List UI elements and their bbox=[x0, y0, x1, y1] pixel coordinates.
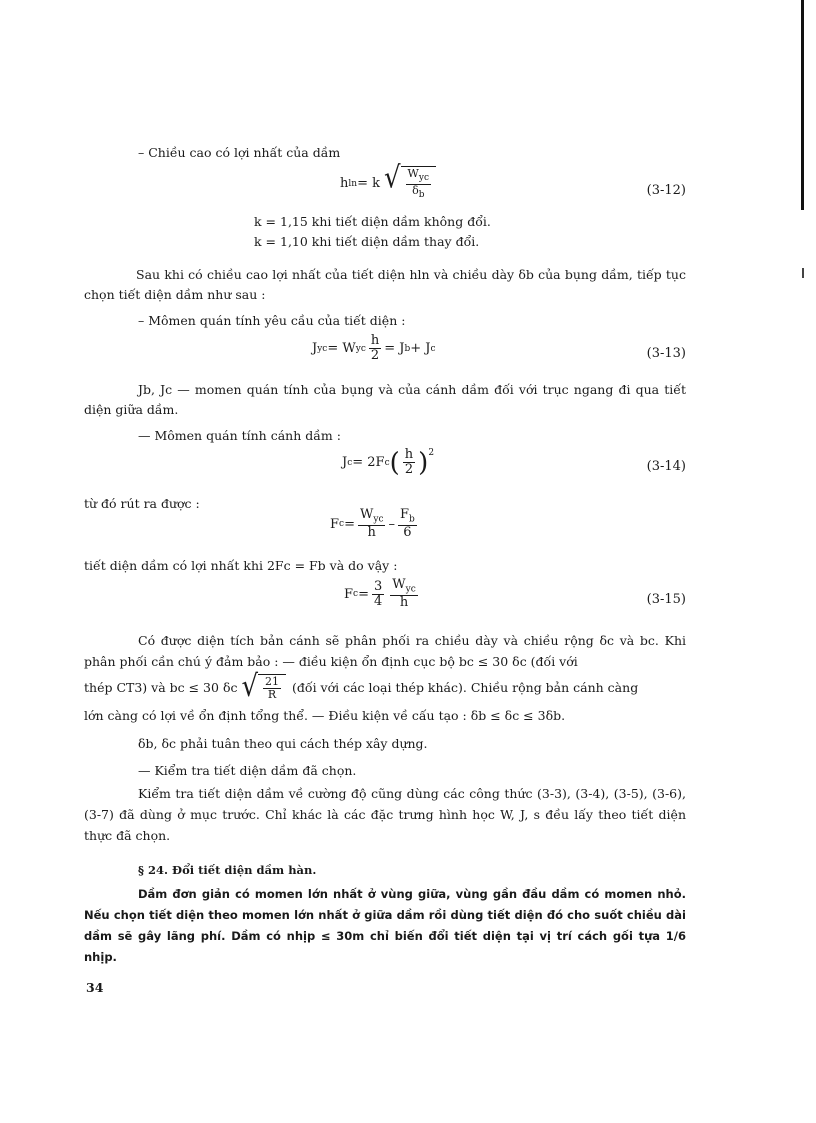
equation-3-15: F c = $\frac{3}{4}$ $\frac{W_{yc}}{h}$ bbox=[344, 577, 416, 611]
scan-edge-mark bbox=[802, 268, 804, 278]
page-number: 34 bbox=[86, 980, 104, 995]
para-section: Dầm đơn giản có momen lớn nhất ở vùng giữa, vùng gần đầu dầm có momen nhỏ. Nếu chọn tiết diện theo momen lớn nhất ở giữa dầm rồi dùng tiết diện đó cho suốt chiều dài dầm sẽ gây lãng phí. Dầm có nhịp ≤ 30m chỉ biến đổi tiết diện tại vị trí cách gối tựa 1/6 nhịp. bbox=[84, 887, 686, 964]
bullet-check: — Kiểm tra tiết diện dầm đã chọn. bbox=[138, 763, 357, 778]
para-jb-jc: Jb, Jc — momen quán tính của bụng và của cánh dầm đối với trục ngang đi qua tiết diện giữa dầm. bbox=[84, 382, 686, 417]
para-distribute-2: thép CT3) và bc ≤ 30 δc √ $\frac{21}{R}$ (đối với các loại thép khác). Chiều rộng bản cánh càng bbox=[84, 669, 639, 705]
intro-line: – Chiều cao có lợi nhất của dầm bbox=[138, 145, 341, 160]
derive-line: từ đó rút ra được : bbox=[84, 496, 200, 511]
equation-number-3-15: (3-15) bbox=[646, 592, 686, 607]
bullet-inertia: – Mômen quán tính yêu cầu của tiết diện : bbox=[138, 313, 406, 328]
equation-fc: F c = $\frac{W_{yc}}{h}$ – $\frac{F_b}{6}$ bbox=[330, 507, 415, 541]
scan-edge-line bbox=[801, 0, 804, 210]
bullet-flange: — Mômen quán tính cánh dầm : bbox=[138, 428, 341, 443]
para-standard: δb, δc phải tuân theo qui cách thép xây dựng. bbox=[138, 736, 428, 751]
para-after-k: Sau khi có chiều cao lợi nhất của tiết diện hln và chiều dày δb của bụng dầm, tiếp tục chọn tiết diện dầm như sau : bbox=[84, 267, 686, 302]
optimal-line: tiết diện dầm có lợi nhất khi 2Fc = Fb và do vậy : bbox=[84, 558, 398, 573]
equation-3-12: h ln = k √ $\frac{W_{yc}}{\delta_b}$ bbox=[340, 166, 436, 201]
para-check: Kiểm tra tiết diện dầm về cường độ cũng dùng các công thức (3-3), (3-4), (3-5), (3-6), (3-7) đã dùng ở mục trước. Chỉ khác là các đặc trưng hình học W, J, s đều lấy theo tiết diện thực đã chọn. bbox=[84, 786, 686, 843]
equation-3-13: J yc = W yc $\frac{h}{2}$ = J b + J c bbox=[312, 333, 436, 364]
para-distribute-1: Có được diện tích bản cánh sẽ phân phối ra chiều dày và chiều rộng δc và bc. Khi phân phối cần chú ý đảm bảo : — điều kiện ổn định cục bộ bc ≤ 30 δc (đối với bbox=[84, 633, 686, 669]
k-line-2: k = 1,10 khi tiết diện dầm thay đổi. bbox=[254, 234, 480, 249]
para-distribute-3: lớn càng có lợi về ổn định tổng thể. — Điều kiện về cấu tạo : δb ≤ δc ≤ 3δb. bbox=[84, 708, 566, 723]
k-line-1: k = 1,15 khi tiết diện dầm không đổi. bbox=[254, 214, 491, 229]
equation-number-3-13: (3-13) bbox=[646, 346, 686, 361]
equation-number-3-12: (3-12) bbox=[646, 183, 686, 198]
section-heading: § 24. Đổi tiết diện dầm hàn. bbox=[138, 863, 317, 877]
equation-3-14: J c = 2F c ( $\frac{h}{2}$ ) $^2$ bbox=[342, 447, 435, 478]
equation-number-3-14: (3-14) bbox=[646, 459, 686, 474]
